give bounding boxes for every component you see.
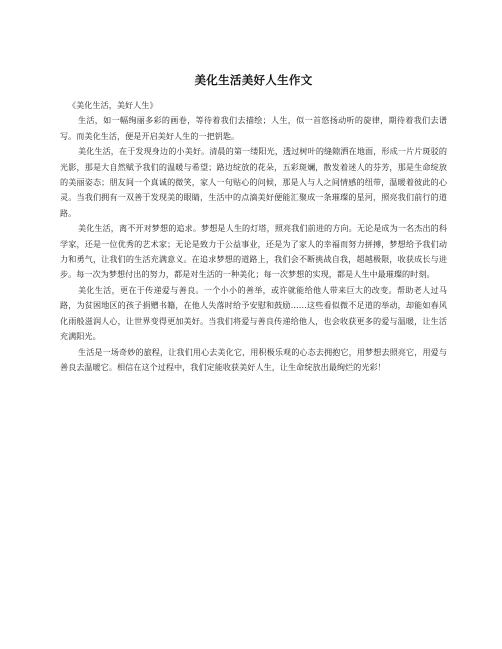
paragraph-love-kindness: 美化生活，更在于传递爱与善良。一个小小的善举，或许就能给他人带来巨大的改变。帮助老人过马路，为贫困地区的孩子捐赠书籍，在他人失落时给予安慰和鼓励……这些看似微不足道的举动，却能如春风化雨般滋润人心，让世界变得更加美好。当我们将爱与善良传递给他人，也会收获更多的爱与温暖，让生活充满阳光。 — [60, 284, 447, 342]
paragraph-discover-beauty: 美化生活，在于发现身边的小美好。清晨的第一缕阳光，透过树叶的缝隙洒在地面，形成一片片斑驳的光影，那是大自然赋予我们的温暖与希望；路边绽放的花朵，五彩斑斓，散发着迷人的芬芳，那是生命绽放的美丽姿态；朋友间一个真诚的微笑，家人一句贴心的问候，那是人与人之间情感的纽带，温暖着彼此的心灵。当我们拥有一双善于发现美的眼睛，生活中的点滴美好便能汇聚成一条璀璨的星河，照亮我们前行的道路。 — [60, 146, 447, 218]
essay-subtitle: 《美化生活，美好人生》 — [68, 100, 158, 110]
document-title: 美化生活美好人生作文 — [194, 73, 313, 87]
paragraph-pursue-dreams: 美化生活，离不开对梦想的追求。梦想是人生的灯塔，照亮我们前进的方向。无论是成为一名杰出的科学家，还是一位优秀的艺术家；无论是致力于公益事业，还是为了家人的幸福而努力拼搏，梦想给予我们动力和勇气，让我们的生活充满意义。在追求梦想的道路上，我们会不断挑战自我，超越极限，收获成长与进步。每一次为梦想付出的努力，都是对生活的一种美化；每一次梦想的实现，都是人生中最璀璨的时刻。 — [60, 223, 447, 280]
paragraph-conclusion: 生活是一场奇妙的旅程，让我们用心去美化它，用积极乐观的心态去拥抱它，用梦想去照亮它，用爱与善良去温暖它。相信在这个过程中，我们定能收获美好人生，让生命绽放出最绚烂的光彩！ — [60, 346, 447, 372]
paragraph-intro: 生活，如一幅绚丽多彩的画卷，等待着我们去描绘；人生，似一首悠扬动听的旋律，期待着我们去谱写。而美化生活，便是开启美好人生的一把钥匙。 — [60, 115, 447, 141]
document-page — [60, 72, 447, 375]
